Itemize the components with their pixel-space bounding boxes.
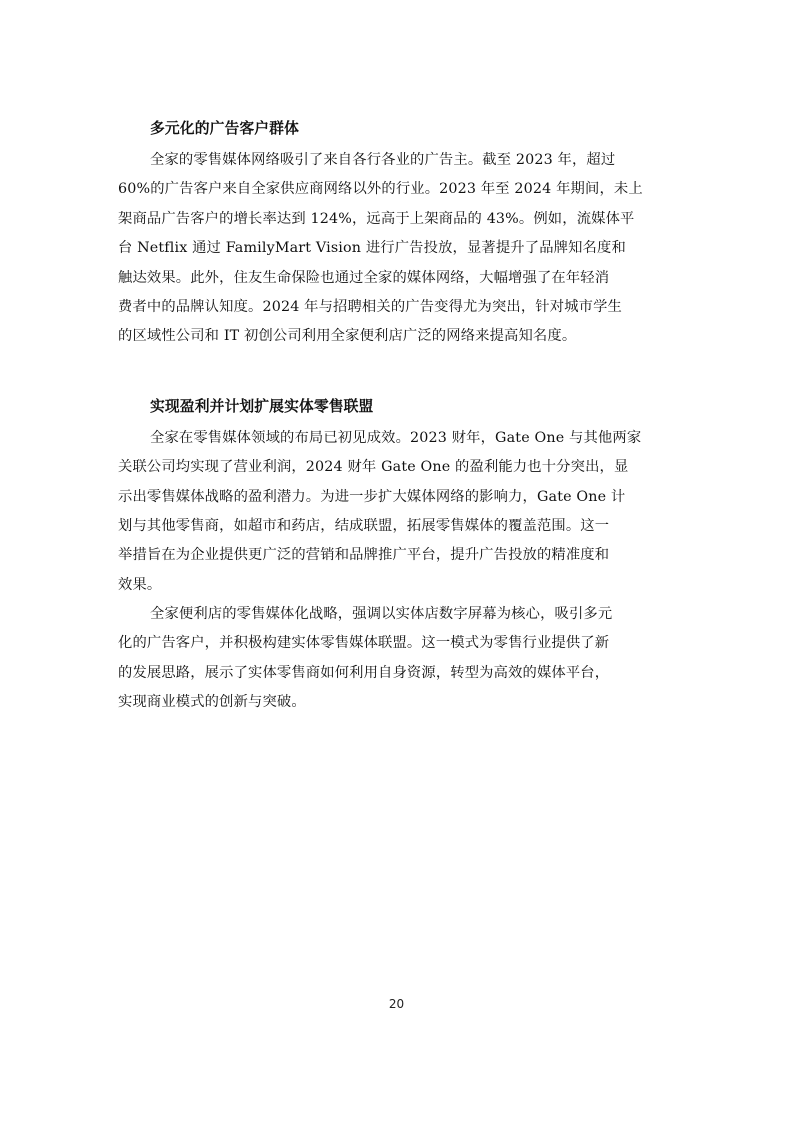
section-heading: 实现盈利并计划扩展实体零售联盟 [150,397,374,415]
paragraph-line: 效果。 [118,576,162,593]
page-number: 20 [388,997,405,1011]
section-heading: 多元化的广告客户群体 [150,120,299,137]
section-diverse-advertisers [118,112,678,352]
paragraph-line: 台 Netflix 通过 FamilyMart Vision 进行广告投放，显著提升了品牌知名度和 [118,240,626,257]
body-paragraph [118,600,678,718]
paragraph-line: 划与其他零售商，如超市和药店，结成联盟，拓展零售媒体的覆盖范围。这一 [118,517,610,534]
paragraph-line: 60%的广告客户来自全家供应商网络以外的行业。2023 年至 2024 年期间，未上 [118,181,643,198]
paragraph-line: 费者中的品牌认知度。2024 年与招聘相关的广告变得尤为突出，针对城市学生 [118,298,622,315]
paragraph-line: 的发展思路，展示了实体零售商如何利用自身资源，转型为高效的媒体平台， [118,664,610,681]
page-content [118,112,678,718]
paragraph-line: 的区域性公司和 IT 初创公司利用全家便利店广泛的网络来提高知名度。 [118,328,577,345]
paragraph-line: 实现商业模式的创新与突破。 [118,694,306,711]
paragraph-line: 关联公司均实现了营业利润，2024 财年 Gate One 的盈利能力也十分突出，显 [118,459,629,476]
paragraph-line: 全家便利店的零售媒体化战略，强调以实体店数字屏幕为核心，吸引多元 [150,606,613,623]
paragraph-line: 触达效果。此外，住友生命保险也通过全家的媒体网络，大幅增强了在年轻消 [118,269,610,286]
paragraph-line: 举措旨在为企业提供更广泛的营销和品牌推广平台，提升广告投放的精准度和 [118,547,610,564]
section-profitability-and-alliance [118,390,678,718]
paragraph-line: 架商品广告客户的增长率达到 124%，远高于上架商品的 43%。例如，流媒体平 [118,210,635,227]
body-paragraph [118,424,678,600]
paragraph-line: 示出零售媒体战略的盈利潜力。为进一步扩大媒体网络的影响力，Gate One 计 [118,488,626,505]
paragraph-line: 化的广告客户，并积极构建实体零售媒体联盟。这一模式为零售行业提供了新 [118,635,610,652]
paragraph-line: 全家在零售媒体领域的布局已初见成效。2023 财年，Gate One 与其他两家 [150,429,642,446]
paragraph-line: 全家的零售媒体网络吸引了来自各行各业的广告主。截至 2023 年，超过 [150,152,616,168]
body-paragraph [118,146,678,352]
